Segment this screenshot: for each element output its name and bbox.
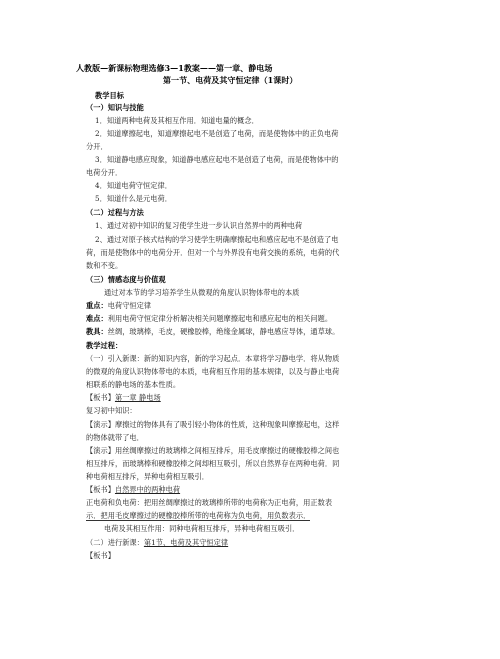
new-lesson-prefix: （二）进行新课： <box>86 538 144 547</box>
demo-label: 【演示】 <box>86 446 115 455</box>
difficulty-text: 利用电荷守恒定律分析解决相关问题摩擦起电和感应起电的相关问题。 <box>107 314 333 323</box>
demo-2-line-2: 相互排斥，而玻璃棒和硬橡胶棒之间却相互吸引，所以自然界存在两种电荷．同 <box>86 459 340 468</box>
intro-line-2: 的微观的角度认识物体带电的本质，电荷相互作用的基本规律，以及与静止电荷 <box>86 367 340 376</box>
attitude-heading: （三）情感态度与价值观 <box>86 275 166 284</box>
teaching-process-heading: 教学过程： <box>86 341 123 350</box>
knowledge-item-2-cont: 分开． <box>86 142 108 151</box>
knowledge-item-1: 1．知道两种电荷及其相互作用．知道电量的概念． <box>95 116 259 125</box>
objectives-heading: 教学目标 <box>95 91 124 100</box>
board-note-1 <box>86 393 161 402</box>
knowledge-item-2: 2．知道摩擦起电，知道摩擦起电不是创造了电荷，而是使物体中的正负电荷 <box>95 129 339 138</box>
knowledge-item-4: 4．知道电荷守恒定律． <box>95 181 172 190</box>
difficulty <box>86 314 332 323</box>
process-item-1: 1、通过对初中知识的复习使学生进一步认识自然界中的两种电荷 <box>95 221 303 230</box>
demo-2-line-3: 种电荷相互排斥，异种电荷相互吸引． <box>86 472 210 481</box>
process-item-2-cont: 荷，而是使物体中的电荷分开．但对一个与外界没有电荷交换的系统，电荷的代 <box>86 248 340 257</box>
board-note-3: 【板书】 <box>86 551 115 560</box>
section-title: 第一节、电荷及其守恒定律（1课时） <box>163 75 298 85</box>
tools <box>86 327 339 336</box>
demo-1-line-2: 的物体就带了电． <box>86 433 144 442</box>
demo-2-line-1 <box>86 446 339 455</box>
key-point-label: 重点： <box>86 301 108 310</box>
charges-line-2 <box>86 511 315 520</box>
knowledge-heading: （一）知识与技能 <box>86 103 144 112</box>
demo-label: 【演示】 <box>86 420 115 429</box>
charges-line-2-text: 示．把用毛皮摩擦过的硬橡胶棒所带的电荷称为负电荷，用负数表示． <box>86 511 311 520</box>
document-title: 人教版—新课标物理选修3—1教案——第一章、静电场 <box>76 63 273 73</box>
tools-label: 教具： <box>86 327 108 336</box>
attitude-text: 通过对本节的学习培养学生从微观的角度认识物体带电的本质 <box>104 288 300 297</box>
intro-line-3: 相联系的静电场的基本性质。 <box>86 380 181 389</box>
tools-text: 丝绸，玻璃棒，毛皮，硬橡胶棒，绝缘金属球，静电感应导体，通草球。 <box>107 327 340 336</box>
process-item-2: 2、通过对原子核式结构的学习使学生明确摩擦起电和感应起电不是创造了电 <box>95 235 339 244</box>
demo-1-line-1 <box>86 420 339 429</box>
board-label: 【板书】 <box>86 485 115 494</box>
board-label: 【板书】 <box>86 393 115 402</box>
difficulty-label: 难点： <box>86 314 108 323</box>
new-lesson-text: 第1节、电荷及其守恒定律 <box>143 538 229 547</box>
charges-line-1: 正电荷和负电荷：把用丝绸摩擦过的玻璃棒所带的电荷称为正电荷，用正数表 <box>86 498 333 507</box>
key-point <box>86 301 151 310</box>
board-text: 第一章 静电场 <box>114 393 161 402</box>
demo-text: 摩擦过的物体具有了吸引轻小物体的性质，这种现象叫摩擦起电，这样 <box>114 420 340 429</box>
process-heading: （二）过程与方法 <box>86 208 144 217</box>
new-lesson-line <box>86 538 228 547</box>
board-note-2 <box>86 485 180 494</box>
process-item-2-cont2: 数和不变。 <box>86 261 123 270</box>
knowledge-item-3-cont: 电荷分开． <box>86 168 123 177</box>
review-line: 复习初中知识： <box>86 406 137 415</box>
board-text: 自然界中的两种电荷 <box>114 485 181 494</box>
demo-text: 用丝绸摩擦过的玻璃棒之间相互排斥，用毛皮摩擦过的硬橡胶棒之间也 <box>114 446 340 455</box>
knowledge-item-3: 3．知道静电感应现象，知道静电感应起电不是创造了电荷，而是使物体中的 <box>95 155 339 164</box>
knowledge-item-5: 5．知道什么是元电荷． <box>95 194 172 203</box>
intro-line-1: （一）引入新课：新的知识内容，新的学习起点．本章将学习静电学．将从物质 <box>86 354 340 363</box>
key-point-text: 电荷守恒定律 <box>107 301 152 310</box>
interaction-line: 电荷及其相互作用：同种电荷相互排斥，异种电荷相互吸引． <box>104 524 300 533</box>
